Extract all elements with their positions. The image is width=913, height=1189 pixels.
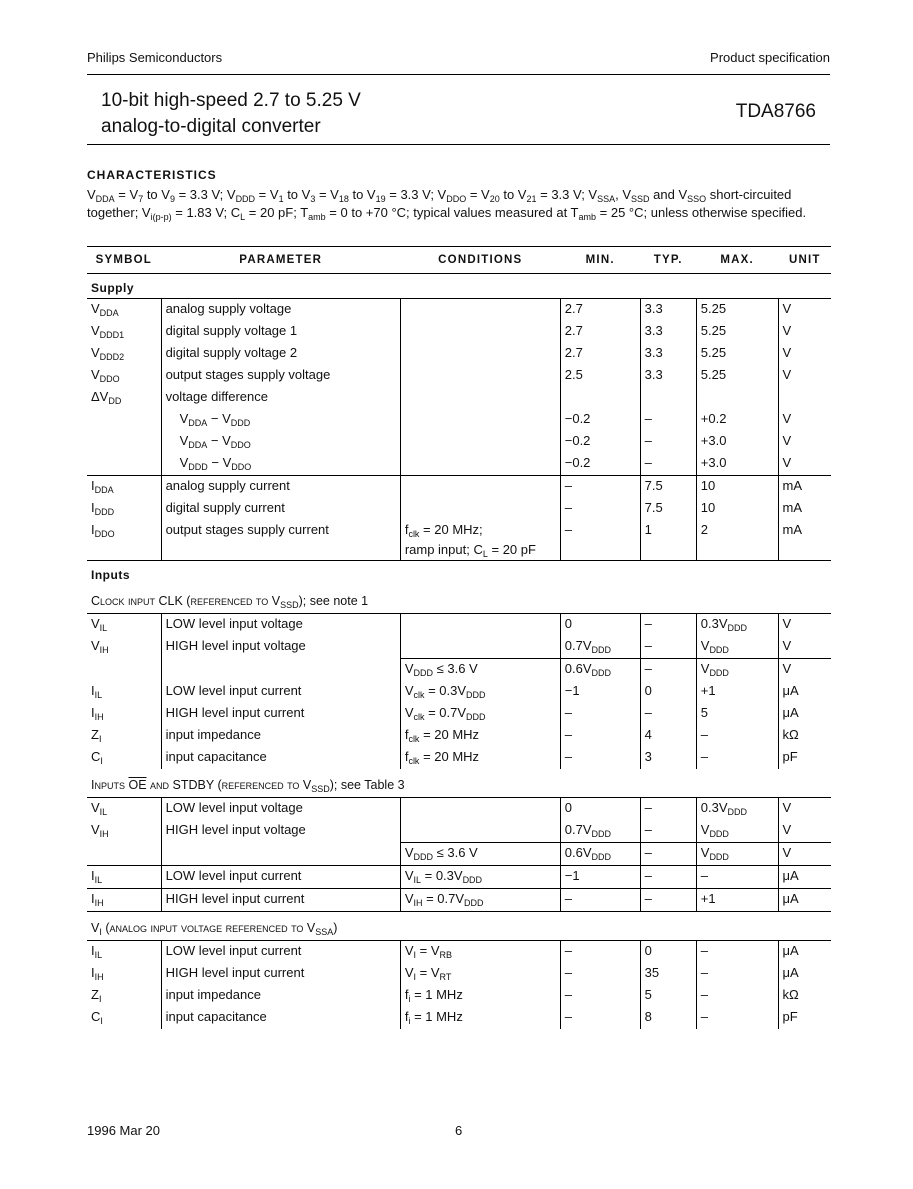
typ: 0: [640, 681, 696, 703]
symbol: $V_{IL}$: [91, 800, 108, 817]
max: 5: [696, 703, 778, 725]
table-row: [87, 343, 831, 365]
footer-date: 1996 Mar 20: [87, 1123, 160, 1138]
col-typ: TYP.: [653, 254, 683, 266]
unit: V: [778, 614, 831, 637]
table-row: [87, 321, 831, 343]
conditions: $V_{IH} = 0.7V_{DDD}$: [400, 889, 560, 912]
max: +3.0: [696, 453, 778, 476]
typ: –: [640, 866, 696, 889]
parameter: digital supply voltage 2: [161, 343, 400, 365]
max: $V_{DDD}$: [696, 636, 778, 659]
part-number: TDA8766: [735, 101, 816, 122]
group-row: [87, 561, 831, 586]
unit: V: [778, 820, 831, 843]
typ: 8: [640, 1007, 696, 1029]
table-row: [87, 1007, 831, 1029]
group-inputs: Inputs: [91, 568, 130, 582]
min: –: [560, 498, 640, 520]
symbol: $V_{DDO}$: [91, 367, 120, 384]
table-row: [87, 985, 831, 1007]
conditions: $f_i = 1$ MHz: [400, 985, 560, 1007]
typ: 3.3: [640, 365, 696, 387]
unit: V: [778, 453, 831, 476]
unit: V: [778, 798, 831, 821]
table-row: [87, 453, 831, 476]
table-row: [87, 963, 831, 985]
min: –: [560, 703, 640, 725]
unit: V: [778, 431, 831, 453]
min: –: [560, 941, 640, 964]
max: +1: [696, 889, 778, 912]
unit: kΩ: [778, 985, 831, 1007]
table-header-row: [87, 247, 831, 274]
section-title: CHARACTERISTICS: [87, 168, 217, 182]
symbol: $I_{DDO}$: [91, 522, 115, 539]
conditions: $V_I = V_{RB}$: [400, 941, 560, 964]
typ: 3.3: [640, 343, 696, 365]
min: 2.5: [560, 365, 640, 387]
symbol: $I_{IH}$: [91, 891, 104, 908]
min: $0.7V_{DDD}$: [560, 636, 640, 659]
unit: mA: [778, 498, 831, 520]
subgroup-oe-stdby: Inputs $\overline{OE}$ and STDBY (referenced to $V_{SSD}$); see Table 3: [91, 778, 405, 794]
max: +3.0: [696, 431, 778, 453]
conditions: $V_{clk} = 0.7V_{DDD}$: [400, 703, 560, 725]
symbol: $Z_I$: [91, 727, 102, 744]
typ: –: [640, 889, 696, 912]
conditions: $V_{DDD} \le 3.6$ V: [400, 843, 560, 866]
subgroup-row: [87, 912, 831, 941]
typ: –: [640, 431, 696, 453]
typ: –: [640, 843, 696, 866]
characteristics-table: [87, 246, 831, 1029]
col-max: MAX.: [720, 254, 754, 266]
page-title: [101, 88, 361, 140]
table-row: [87, 431, 831, 453]
typ: 5: [640, 985, 696, 1007]
typ: 35: [640, 963, 696, 985]
max: –: [696, 747, 778, 769]
title-rule: [87, 144, 830, 145]
typ: 3: [640, 747, 696, 769]
parameter: input impedance: [161, 725, 400, 747]
max: 10: [696, 476, 778, 499]
max: $V_{DDD}$: [696, 843, 778, 866]
parameter: digital supply voltage 1: [161, 321, 400, 343]
symbol: $V_{DDA}$: [91, 301, 119, 318]
page-number: 6: [455, 1123, 463, 1138]
symbol: $V_{DDD2}$: [91, 345, 125, 362]
typ: 4: [640, 725, 696, 747]
symbol: $I_{IH}$: [91, 965, 104, 982]
table-row: [87, 889, 831, 912]
table-row: [87, 476, 831, 499]
unit: V: [778, 321, 831, 343]
max: –: [696, 1007, 778, 1029]
typ: 7.5: [640, 476, 696, 499]
max: +0.2: [696, 409, 778, 431]
max: $V_{DDD}$: [696, 820, 778, 843]
doc-type: Product specification: [710, 50, 830, 65]
max: 5.25: [696, 343, 778, 365]
max: $0.3V_{DDD}$: [696, 614, 778, 637]
typ: 0: [640, 941, 696, 964]
symbol: $C_I$: [91, 749, 103, 766]
parameter: HIGH level input current: [161, 703, 400, 725]
symbol: $I_{IH}$: [91, 705, 104, 722]
max: 5.25: [696, 299, 778, 322]
min: −0.2: [560, 431, 640, 453]
company-name: Philips Semiconductors: [87, 50, 223, 65]
parameter: LOW level input current: [161, 681, 400, 703]
typ: –: [640, 614, 696, 637]
unit: pF: [778, 1007, 831, 1029]
subgroup-analog-input: $V_I$ (analog input voltage referenced to $V_{SSA}$): [91, 921, 338, 937]
max: –: [696, 985, 778, 1007]
symbol: $C_I$: [91, 1009, 103, 1026]
parameter: LOW level input current: [161, 941, 400, 964]
parameter: input capacitance: [161, 1007, 400, 1029]
header-rule: [87, 74, 830, 75]
unit: V: [778, 409, 831, 431]
min: 0: [560, 614, 640, 637]
unit: V: [778, 299, 831, 322]
group-supply: Supply: [91, 281, 135, 295]
conditions: $f_{clk} = 20$ MHz: [400, 747, 560, 769]
conditions: $f_{clk} = 20$ MHz; ramp input; $C_L = 20$ pF: [400, 520, 560, 561]
table-row: [87, 941, 831, 964]
conditions: $f_{clk} = 20$ MHz: [400, 725, 560, 747]
max: +1: [696, 681, 778, 703]
conditions: $V_{DDD} \le 3.6$ V: [400, 659, 560, 682]
parameter: analog supply current: [161, 476, 400, 499]
parameter: output stages supply current: [161, 520, 400, 561]
min: –: [560, 476, 640, 499]
table-row: [87, 843, 831, 866]
unit: kΩ: [778, 725, 831, 747]
col-parameter: PARAMETER: [239, 254, 323, 266]
max: –: [696, 963, 778, 985]
table-row: [87, 614, 831, 637]
table-row: [87, 798, 831, 821]
parameter: digital supply current: [161, 498, 400, 520]
group-row: [87, 274, 831, 299]
symbol: $V_{DDD1}$: [91, 323, 125, 340]
symbol: $V_{IL}$: [91, 616, 108, 633]
symbol: $Z_I$: [91, 987, 102, 1004]
max: –: [696, 725, 778, 747]
typ: –: [640, 636, 696, 659]
table-row: [87, 299, 831, 322]
table-row: [87, 520, 831, 561]
col-min: MIN.: [585, 254, 615, 266]
table-row: [87, 387, 831, 409]
parameter: input impedance: [161, 985, 400, 1007]
symbol: $I_{DDA}$: [91, 478, 114, 495]
subgroup-clock-input: Clock input CLK (referenced to $V_{SSD}$); see note 1: [91, 594, 369, 610]
unit: μA: [778, 963, 831, 985]
table-row: [87, 725, 831, 747]
symbol: $I_{IL}$: [91, 683, 103, 700]
typ: 3.3: [640, 299, 696, 322]
table-row: [87, 820, 831, 843]
max: 2: [696, 520, 778, 561]
parameter: analog supply voltage: [161, 299, 400, 322]
table-row: [87, 659, 831, 682]
table-row: [87, 409, 831, 431]
min: –: [560, 889, 640, 912]
max: 5.25: [696, 365, 778, 387]
table-row: [87, 866, 831, 889]
typ: –: [640, 798, 696, 821]
parameter: HIGH level input voltage: [161, 636, 400, 659]
min: –: [560, 963, 640, 985]
table-row: [87, 747, 831, 769]
conditions: $V_{clk} = 0.3V_{DDD}$: [400, 681, 560, 703]
unit: V: [778, 636, 831, 659]
unit: mA: [778, 520, 831, 561]
parameter: LOW level input current: [161, 866, 400, 889]
min: –: [560, 747, 640, 769]
min: 2.7: [560, 321, 640, 343]
unit: μA: [778, 889, 831, 912]
parameter: HIGH level input current: [161, 889, 400, 912]
max: $V_{DDD}$: [696, 659, 778, 682]
parameter: HIGH level input current: [161, 963, 400, 985]
col-unit: UNIT: [788, 254, 821, 266]
title-line-2: analog-to-digital converter: [101, 116, 321, 137]
table-row: [87, 703, 831, 725]
conditions: $V_I = V_{RT}$: [400, 963, 560, 985]
min: –: [560, 725, 640, 747]
title-line-1: 10-bit high-speed 2.7 to 5.25 V: [101, 90, 361, 111]
table-row: [87, 681, 831, 703]
min: $0.7V_{DDD}$: [560, 820, 640, 843]
min: –: [560, 985, 640, 1007]
min: $0.6V_{DDD}$: [560, 843, 640, 866]
min: 2.7: [560, 343, 640, 365]
unit: μA: [778, 866, 831, 889]
max: $0.3V_{DDD}$: [696, 798, 778, 821]
unit: pF: [778, 747, 831, 769]
max: –: [696, 941, 778, 964]
parameter: $V_{DDA} - V_{DDO}$: [161, 431, 400, 453]
symbol: $I_{IL}$: [91, 943, 103, 960]
subgroup-row: [87, 585, 831, 614]
unit: μA: [778, 681, 831, 703]
parameter: LOW level input voltage: [161, 798, 400, 821]
unit: V: [778, 659, 831, 682]
conditions: $f_i = 1$ MHz: [400, 1007, 560, 1029]
symbol: $I_{IL}$: [91, 868, 103, 885]
max: –: [696, 866, 778, 889]
symbol: $V_{IH}$: [91, 638, 109, 655]
min: –: [560, 520, 640, 561]
symbol: $I_{DDD}$: [91, 500, 115, 517]
parameter: LOW level input voltage: [161, 614, 400, 637]
parameter: input capacitance: [161, 747, 400, 769]
symbol: $V_{IH}$: [91, 822, 109, 839]
test-conditions: $V_{DDA} = V_7$ to $V_9 = 3.3$ V; $V_{DDD} = V_1$ to $V_3 = V_{18}$ to $V_{19} = 3.3$ V; $V_{DDO} = V_{20}$ to $V_{21} = 3.3$ V; $V_{SSA}$, $V_{SSD}$ and $V_{SSO}$ short-circuited together; $V_{i(p-p)} = 1.83$ V; $C_L = 20$ pF; $T_{amb} = 0$ to +70 °C; typical values measured at $T_{amb} = 25$ °C; unless otherwise specified.: [87, 187, 807, 222]
symbol: $\Delta V_{DD}$: [91, 389, 122, 406]
table-row: [87, 365, 831, 387]
min: −1: [560, 681, 640, 703]
typ: –: [640, 409, 696, 431]
unit: V: [778, 343, 831, 365]
parameter: voltage difference: [161, 387, 400, 409]
min: –: [560, 1007, 640, 1029]
max: 10: [696, 498, 778, 520]
min: −0.2: [560, 409, 640, 431]
max: 5.25: [696, 321, 778, 343]
typ: –: [640, 703, 696, 725]
typ: –: [640, 453, 696, 476]
col-conditions: CONDITIONS: [438, 254, 523, 266]
min: 2.7: [560, 299, 640, 322]
unit: mA: [778, 476, 831, 499]
parameter: $V_{DDD} - V_{DDO}$: [161, 453, 400, 476]
table-row: [87, 636, 831, 659]
unit: V: [778, 365, 831, 387]
unit: μA: [778, 941, 831, 964]
subgroup-row: [87, 769, 831, 798]
conditions: $V_{IL} = 0.3V_{DDD}$: [400, 866, 560, 889]
typ: 1: [640, 520, 696, 561]
unit: V: [778, 843, 831, 866]
parameter: HIGH level input voltage: [161, 820, 400, 843]
parameter: $V_{DDA} - V_{DDD}$: [161, 409, 400, 431]
typ: 3.3: [640, 321, 696, 343]
unit: μA: [778, 703, 831, 725]
min: 0: [560, 798, 640, 821]
typ: 7.5: [640, 498, 696, 520]
typ: –: [640, 820, 696, 843]
parameter: output stages supply voltage: [161, 365, 400, 387]
typ: –: [640, 659, 696, 682]
min: −0.2: [560, 453, 640, 476]
col-symbol: SYMBOL: [95, 254, 152, 266]
table-row: [87, 498, 831, 520]
min: $0.6V_{DDD}$: [560, 659, 640, 682]
conditions: [400, 299, 560, 322]
min: −1: [560, 866, 640, 889]
